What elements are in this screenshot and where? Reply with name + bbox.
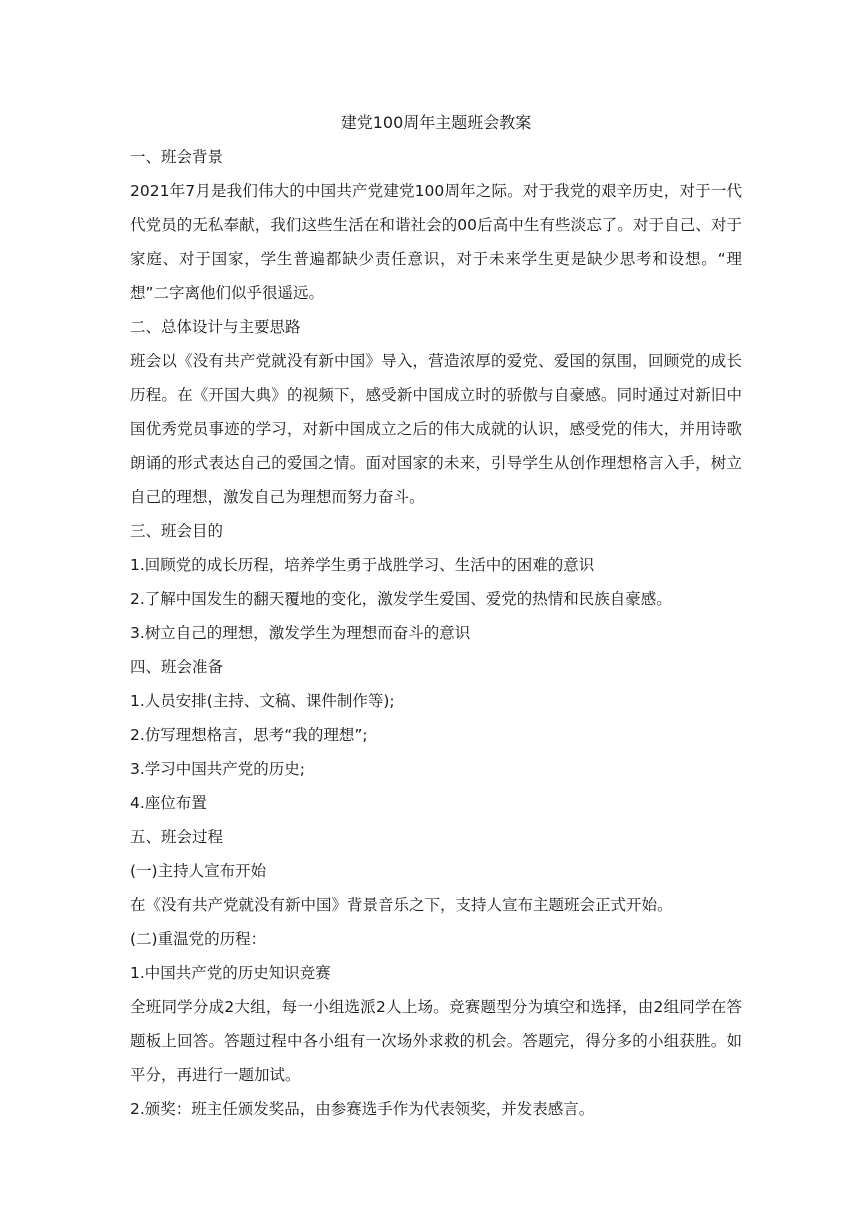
step1-paragraph: 在《没有共产党就没有新中国》背景音乐之下，支持人宣布主题班会正式开始。 (130, 896, 673, 914)
prep-item: 2.仿写理想格言，思考“我的理想”; (130, 726, 368, 744)
goal-item: 2.了解中国发生的翻天覆地的变化，激发学生爱国、爱党的热情和民族自豪感。 (130, 590, 672, 608)
document-title: 建党100周年主题班会教案 (340, 113, 532, 132)
goal-item: 3.树立自己的理想，激发学生为理想而奋斗的意识 (130, 624, 471, 642)
document-page (130, 106, 742, 1126)
prep-item: 1.人员安排(主持、文稿、课件制作等); (130, 692, 395, 710)
section-heading-design: 二、总体设计与主要思路 (130, 318, 301, 336)
award-paragraph: 2.颁奖：班主任颁发奖品，由参赛选手作为代表领奖，并发表感言。 (130, 1100, 595, 1118)
section-heading-goals: 三、班会目的 (130, 522, 224, 540)
section-heading-background: 一、班会背景 (130, 148, 224, 166)
design-paragraph: 班会以《没有共产党就没有新中国》导入，营造浓厚的爱党、爱国的氛围，回顾党的成长历程。在《开国大典》的视频下，感受新中国成立时的骄傲与自豪感。同时通过对新旧中国优秀党员事迹的学习，对新中国成立之后的伟大成就的认识，感受党的伟大，并用诗歌朗诵的形式表达自己的爱国之情。面对国家的未来，引导学生从创作理想格言入手，树立自己的理想，激发自己为理想而努力奋斗。 (130, 352, 742, 506)
quiz-heading: 1.中国共产党的历史知识竞赛 (130, 964, 331, 982)
background-paragraph: 2021年7月是我们伟大的中国共产党建党100周年之际。对于我党的艰辛历史，对于一代代党员的无私奉献，我们这些生活在和谐社会的00后高中生有些淡忘了。对于自己、对于家庭、对于国家，学生普遍都缺少责任意识，对于未来学生更是缺少思考和设想。“理想”二字离他们似乎很遥远。 (130, 182, 742, 302)
goal-item: 1.回顾党的成长历程，培养学生勇于战胜学习、生活中的困难的意识 (130, 556, 595, 574)
section-heading-process: 五、班会过程 (130, 828, 224, 846)
quiz-paragraph: 全班同学分成2大组，每一小组选派2人上场。竞赛题型分为填空和选择，由2组同学在答题板上回答。答题过程中各小组有一次场外求救的机会。答题完，得分多的小组获胜。如平分，再进行一题加试。 (130, 998, 742, 1084)
prep-item: 4.座位布置 (130, 794, 207, 812)
step2-heading: (二)重温党的历程： (130, 930, 267, 948)
prep-item: 3.学习中国共产党的历史; (130, 760, 306, 778)
section-heading-prep: 四、班会准备 (130, 658, 224, 676)
step1-heading: (一)主持人宣布开始 (130, 862, 267, 880)
